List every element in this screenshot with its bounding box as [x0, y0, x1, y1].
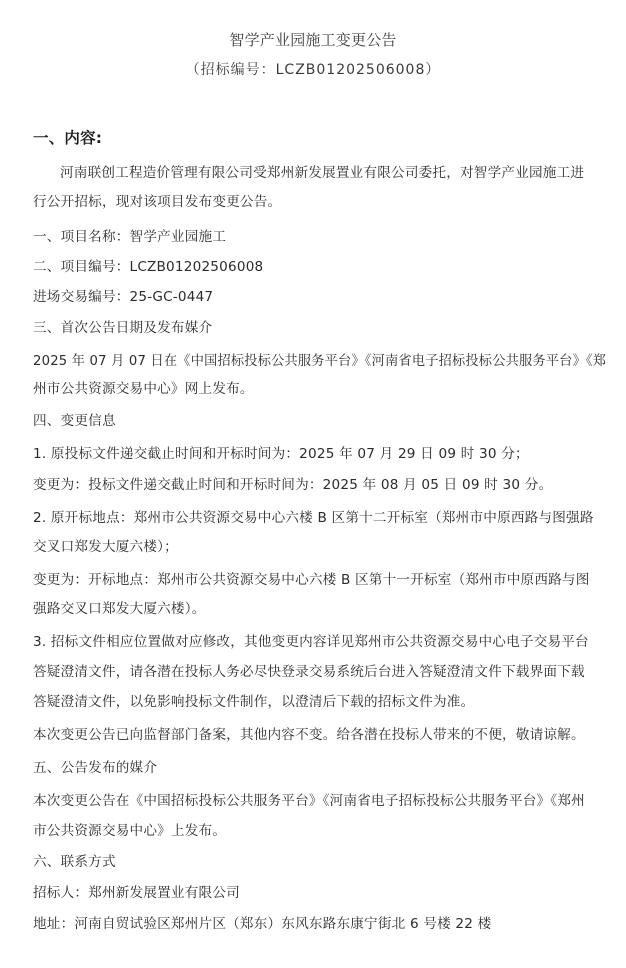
change-1-original: 1. 原投标文件递交截止时间和开标时间为：2025 年 07 月 29 日 09 时 30 分； — [33, 446, 529, 462]
contact-tenderer: 招标人：郑州新发展置业有限公司 — [33, 885, 240, 901]
tender-number-subtitle: （招标编号：LCZB01202506008） — [185, 62, 441, 78]
filing-note: 本次变更公告已向监督部门备案，其他内容不变。给各潜在投标人带来的不便，敬请谅解。 — [33, 727, 585, 743]
change-3-line: 答疑澄清文件，以免影响投标文件制作，以澄清后下载的招标文件为准。 — [33, 694, 475, 710]
project-number: 二、项目编号：LCZB01202506008 — [33, 259, 264, 275]
intro-paragraph-line: 行公开招标，现对该项目发布变更公告。 — [33, 194, 282, 210]
first-notice-heading: 三、首次公告日期及发布媒介 — [33, 320, 213, 336]
media-heading: 五、公告发布的媒介 — [33, 760, 158, 776]
change-2-new-line: 强路交叉口郑发大厦六楼）。 — [33, 601, 206, 617]
change-2-new-line: 变更为：开标地点：郑州市公共资源交易中心六楼 B 区第十一开标室（郑州市中原西路与图 — [33, 572, 590, 588]
first-notice-line: 州市公共资源交易中心》网上发布。 — [33, 381, 254, 397]
media-line: 市公共资源交易中心》上发布。 — [33, 823, 227, 839]
intro-paragraph-line: 河南联创工程造价管理有限公司受郑州新发展置业有限公司委托，对智学产业园施工进 — [60, 165, 585, 181]
section-content-heading: 一、内容: — [33, 129, 103, 147]
change-2-original-line: 交叉口郑发大厦六楼）； — [33, 539, 178, 555]
contact-heading: 六、联系方式 — [33, 854, 116, 870]
media-line: 本次变更公告在《中国招标投标公共服务平台》《河南省电子招标投标公共服务平台》《郑州 — [33, 793, 585, 809]
change-3-line: 3. 招标文件相应位置做对应修改，其他变更内容详见郑州市公共资源交易中心电子交易平台 — [33, 634, 589, 650]
first-notice-line: 2025 年 07 月 07 日在《中国招标投标公共服务平台》《河南省电子招标投标公共服务平台》《郑 — [33, 353, 607, 369]
document-title: 智学产业园施工变更公告 — [229, 31, 397, 49]
trade-number: 进场交易编号：25-GC-0447 — [33, 289, 214, 305]
change-3-line: 答疑澄清文件，请各潜在投标人务必尽快登录交易系统后台进入答疑澄清文件下载界面下载 — [33, 664, 585, 680]
project-name: 一、项目名称：智学产业园施工 — [33, 229, 227, 245]
changes-heading: 四、变更信息 — [33, 413, 116, 429]
change-2-original-line: 2. 原开标地点：郑州市公共资源交易中心六楼 B 区第十二开标室（郑州市中原西路与图强路 — [33, 510, 594, 526]
contact-address: 地址：河南自贸试验区郑州片区（郑东）东风东路东康宁街北 6 号楼 22 楼 — [33, 916, 492, 932]
change-1-new: 变更为：投标文件递交截止时间和开标时间为：2025 年 08 月 05 日 09 时 30 分。 — [33, 477, 553, 493]
